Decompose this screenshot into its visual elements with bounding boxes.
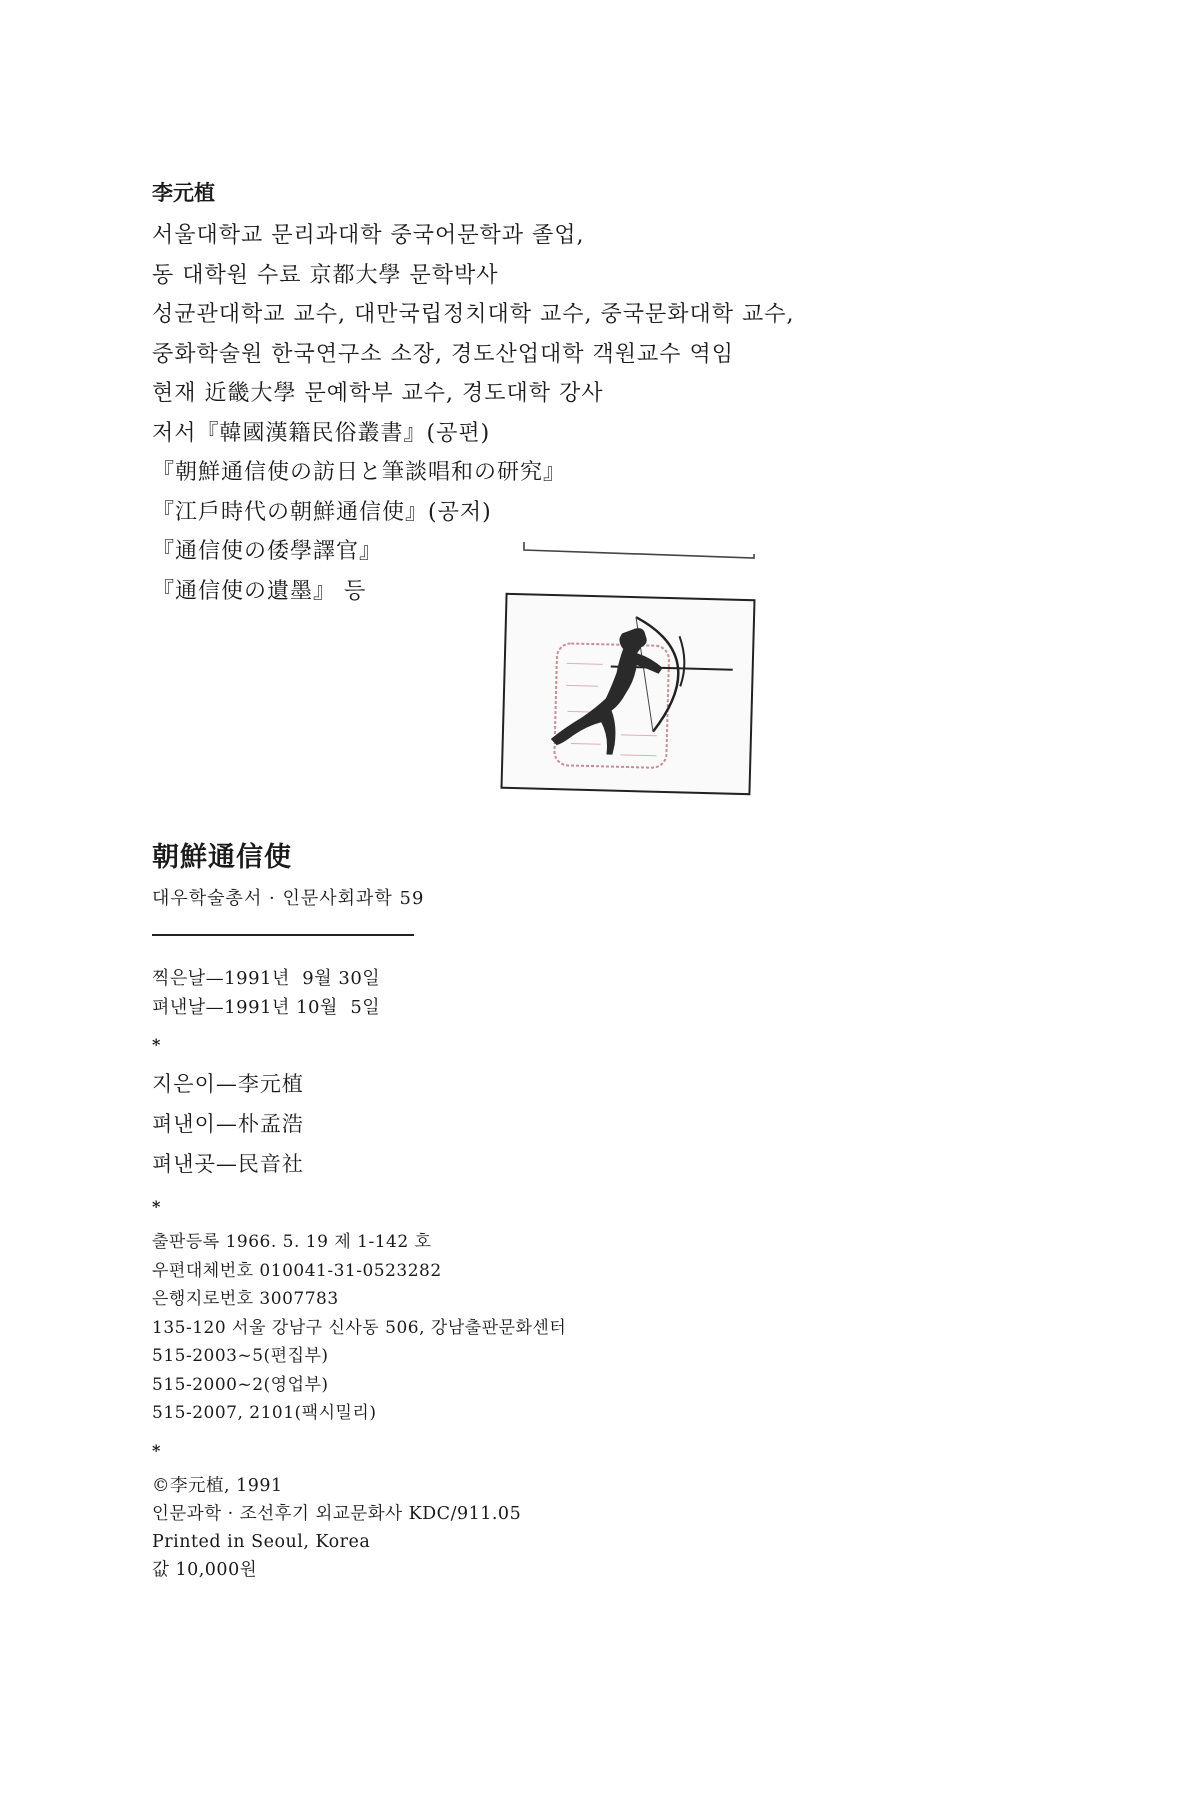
seal-corner-rule [522,540,758,560]
bio-line: 동 대학원 수료 京都大學 문학박사 [152,262,499,288]
date-block [152,964,852,1022]
postal-account: 우편대체번호 010041-31-0523282 [152,1260,442,1281]
bio-line: 저서『韓國漢籍民俗叢書』(공편) [152,420,491,446]
publish-date: 펴낸날—1991년 10월 5일 [152,997,381,1018]
bio-line: 『通信使の遺墨』 등 [152,578,367,604]
divider [152,934,414,936]
phone-sales: 515-2000~2(영업부) [152,1374,329,1395]
separator-star: * [152,1035,161,1054]
bio-line: 『通信使の倭學譯官』 [152,539,383,564]
print-date: 찍은날—1991년 9월 30일 [152,968,381,989]
bio-line: 현재 近畿大學 문예학부 교수, 경도대학 강사 [152,381,604,406]
book-series: 대우학술총서 · 인문사회과학 59 [152,888,425,909]
author-name: 李元植 [152,180,215,205]
fax: 515-2007, 2101(팩시밀리) [152,1403,377,1423]
bio-line: 『朝鮮通信使の訪日と筆談唱和の研究』 [152,460,567,485]
bio-line: 『江戶時代の朝鮮通信使』(공저) [152,499,492,525]
publishing-house: 펴낸곳—民音社 [152,1152,304,1176]
archer-seal-icon [499,592,756,797]
colophon [152,838,852,1584]
bio-line: 서울대학교 문리과대학 중국어문학과 졸업, [152,223,585,248]
printed-in: Printed in Seoul, Korea [152,1531,371,1552]
classification: 인문과학 · 조선후기 외교문화사 KDC/911.05 [152,1503,522,1524]
publisher-info [152,1228,852,1428]
giro-account: 은행지로번호 3007783 [152,1289,339,1309]
publisher-credit: 펴낸이—朴孟浩 [152,1112,304,1136]
phone-editorial: 515-2003~5(편집부) [152,1346,329,1366]
credits-block [152,1064,852,1184]
author-credit: 지은이—李元植 [152,1072,304,1096]
bio-line: 중화학술원 한국연구소 소장, 경도산업대학 객원교수 역임 [152,341,735,367]
address: 135-120 서울 강남구 신사동 506, 강남출판문화센터 [152,1317,567,1338]
separator-star: * [152,1440,161,1460]
registration: 출판등록 1966. 5. 19 제 1-142 호 [152,1232,432,1252]
book-title: 朝鮮通信使 [152,842,292,873]
separator-star: * [152,1197,161,1216]
copyright-block [152,1472,852,1584]
copyright-notice: ©李元植, 1991 [152,1475,283,1496]
bio-line: 성균관대학교 교수, 대만국립정치대학 교수, 중국문화대학 교수, [152,302,795,327]
price: 값 10,000원 [152,1559,258,1580]
